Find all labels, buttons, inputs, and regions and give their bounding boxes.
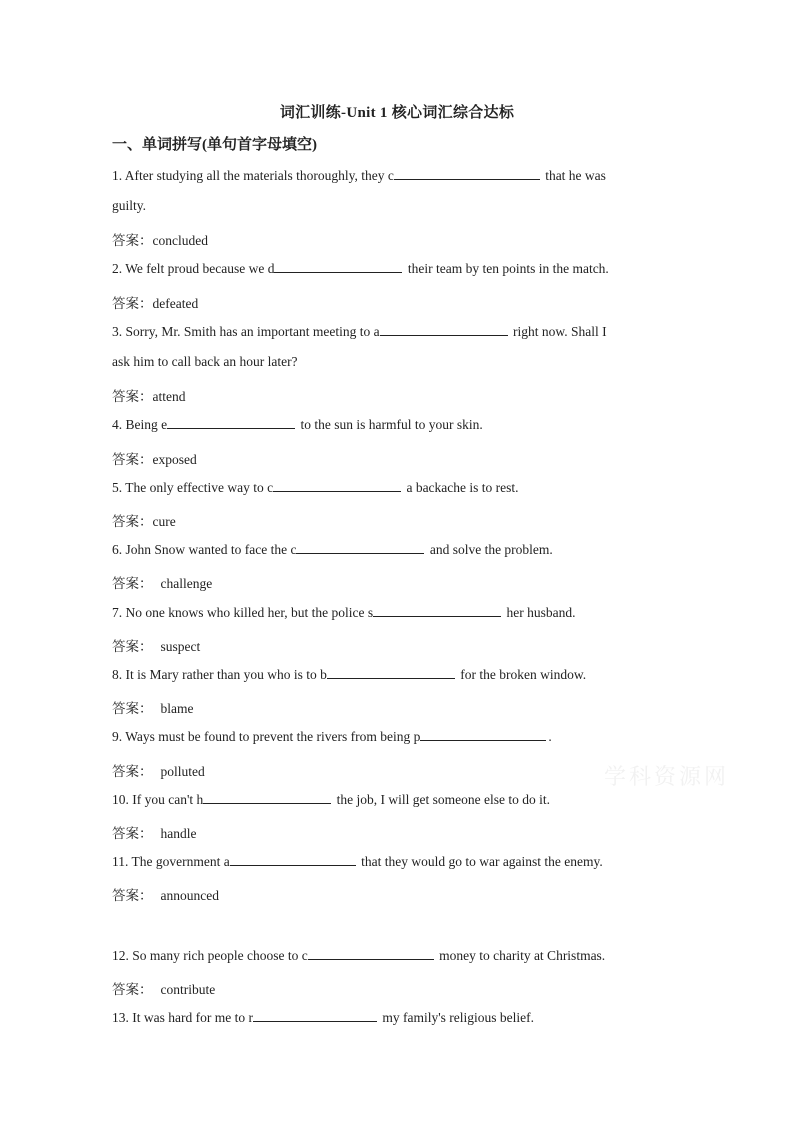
answer-line-1: [112, 229, 208, 249]
answer-value: challenge: [160, 576, 213, 591]
answer-line-3: [112, 385, 186, 405]
question-text: 5. The only effective way to c: [112, 480, 274, 495]
answer-blank[interactable]: [308, 947, 434, 960]
question-text: 8. It is Mary rather than you who is to b: [112, 667, 327, 682]
answer-blank[interactable]: [420, 728, 546, 741]
question-text: 3. Sorry, Mr. Smith has an important meeting to a: [112, 324, 380, 339]
question-text: 2. We felt proud because we d: [112, 261, 275, 276]
question-text: and solve the problem.: [426, 542, 553, 557]
question-text: right now. Shall I: [509, 324, 607, 339]
answer-label: 答案：: [112, 826, 153, 841]
answer-label: 答案：: [112, 296, 153, 311]
question-text: 1. After studying all the materials thoroughly, they c: [112, 168, 394, 183]
question-text: money to charity at Christmas.: [435, 948, 606, 963]
answer-label: 答案：: [112, 389, 153, 404]
answer-blank[interactable]: [373, 604, 501, 617]
question-6: [112, 541, 553, 558]
document-title: 词汇训练-Unit 1 核心词汇综合达标: [279, 105, 515, 121]
answer-blank[interactable]: [296, 541, 424, 554]
answer-label: 答案：: [112, 982, 153, 997]
question-text: that they would go to war against the enemy.: [357, 854, 603, 869]
question-text: her husband.: [503, 605, 576, 620]
answer-line-4: [112, 448, 197, 468]
answer-label: 答案：: [112, 639, 153, 654]
answer-line-2: [112, 292, 198, 312]
question-text: 12. So many rich people choose to c: [112, 948, 308, 963]
answer-blank[interactable]: [203, 791, 331, 804]
question-text: 7. No one knows who killed her, but the police s: [112, 605, 374, 620]
watermark: 学科资源网: [604, 765, 730, 790]
answer-line-8: [112, 697, 194, 717]
question-3: [112, 323, 680, 340]
answer-value: attend: [152, 389, 186, 404]
answer-blank[interactable]: [167, 416, 295, 429]
question-12: [112, 947, 605, 964]
answer-label: 答案：: [112, 576, 153, 591]
answer-value: blame: [160, 701, 194, 716]
question-10: [112, 791, 550, 808]
question-text: 6. John Snow wanted to face the c: [112, 542, 297, 557]
question-text: the job, I will get someone else to do it.: [333, 792, 551, 807]
question-13: [112, 1009, 534, 1026]
question-text: a backache is to rest.: [403, 480, 519, 495]
answer-label: 答案：: [112, 514, 153, 529]
question-text: to the sun is harmful to your skin.: [297, 417, 483, 432]
answer-line-11: [112, 884, 219, 904]
answer-label: 答案：: [112, 452, 153, 467]
answer-value: concluded: [152, 233, 208, 248]
answer-value: announced: [160, 888, 219, 903]
answer-line-10: [112, 822, 197, 842]
answer-blank[interactable]: [380, 323, 508, 336]
answer-blank[interactable]: [230, 853, 356, 866]
answer-blank[interactable]: [327, 666, 455, 679]
answer-value: polluted: [160, 764, 205, 779]
answer-blank[interactable]: [394, 167, 540, 180]
answer-line-5: [112, 510, 176, 530]
answer-blank[interactable]: [274, 260, 402, 273]
question-text: their team by ten points in the match.: [404, 261, 609, 276]
question-7: [112, 604, 576, 621]
question-text: 4. Being e: [112, 417, 168, 432]
answer-value: defeated: [152, 296, 199, 311]
question-9: [112, 728, 552, 745]
question-8: [112, 666, 586, 683]
answer-line-6: [112, 572, 212, 592]
answer-blank[interactable]: [273, 479, 401, 492]
answer-label: 答案：: [112, 233, 153, 248]
question-text: 9. Ways must be found to prevent the rivers from being p: [112, 729, 421, 744]
answer-value: exposed: [152, 452, 197, 467]
answer-line-9: [112, 760, 205, 780]
section-heading: 一、单词拼写(单句首字母填空): [112, 137, 317, 153]
question-5: [112, 479, 519, 496]
answer-line-12: [112, 978, 215, 998]
question-text: for the broken window.: [456, 667, 587, 682]
answer-value: contribute: [160, 982, 216, 997]
question-11: [112, 853, 603, 870]
question-3-continuation: ask him to call back an hour later?: [112, 354, 298, 369]
question-text: that he was: [541, 168, 606, 183]
question-4: [112, 416, 483, 433]
answer-value: cure: [152, 514, 176, 529]
question-1-continuation: guilty.: [112, 198, 147, 213]
question-text: .: [548, 729, 552, 744]
answer-label: 答案：: [112, 764, 153, 779]
question-1: [112, 167, 680, 184]
answer-label: 答案：: [112, 701, 153, 716]
question-text: 10. If you can't h: [112, 792, 204, 807]
question-text: my family's religious belief.: [378, 1010, 534, 1025]
answer-value: handle: [160, 826, 197, 841]
answer-value: suspect: [160, 639, 201, 654]
answer-line-7: [112, 635, 200, 655]
question-text: 13. It was hard for me to r: [112, 1010, 253, 1025]
question-text: 11. The government a: [112, 854, 230, 869]
answer-blank[interactable]: [253, 1009, 377, 1022]
answer-label: 答案：: [112, 888, 153, 903]
question-2: [112, 260, 609, 277]
